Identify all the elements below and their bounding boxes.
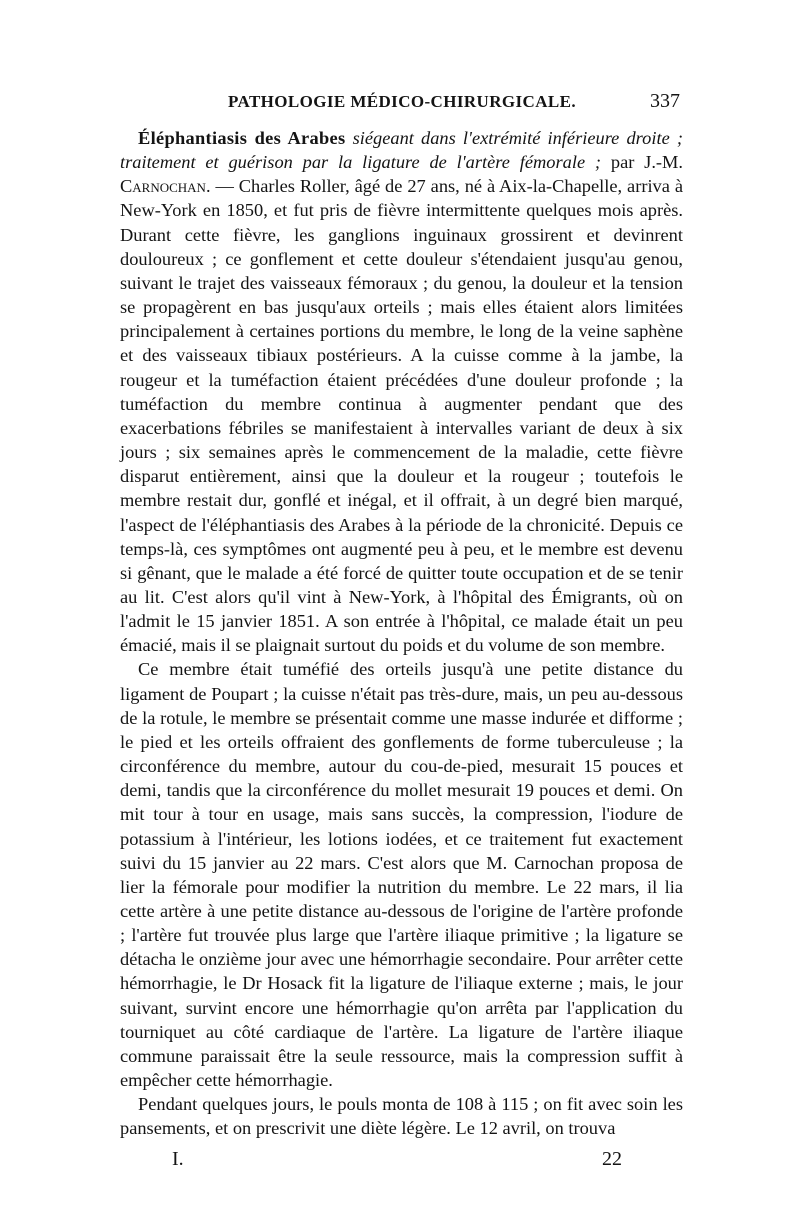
running-head: PATHOLOGIE MÉDICO-CHIRURGICALE. [228, 92, 577, 111]
paragraph-1 [120, 126, 683, 657]
paragraph-1-text: . — Charles Roller, âgé de 27 ans, né à Aix-la-Chapelle, arriva à New-York en 1850, et fut pris de fièvre intermittente quelques mois après. Durant cette fièvre, les ganglions inguinaux grossirent et devinrent douloureux ; ce gonflement et cette douleur s'étendaient jusqu'au genou, suivant le trajet des vaisseaux fémoraux ; du genou, la douleur et la tension se propagèrent en bas jusqu'aux orteils ; mais elles étaient alors limitées principalement à certaines portions du membre, le long de la veine saphène et des vaisseaux tibiaux postérieurs. A la cuisse comme à la jambe, la rougeur et la tuméfaction étaient précédées d'une douleur profonde ; la tuméfaction du membre continua à augmenter pendant que des exacerbations fébriles se manifestaient à intervalles variant de deux à six jours ; six semaines après le commencement de la maladie, cette fièvre disparut entièrement, ainsi que la douleur et la rougeur ; toutefois le membre restait dur, gonflé et inégal, et il offrait, à un degré bien marqué, l'aspect de l'éléphantiasis des Arabes à la période de la chronicité. Depuis ce temps-là, ces symptômes ont augmenté peu à peu, et le membre est devenu si gênant, que le malade a été forcé de quitter toute occupation et de se tenir au lit. C'est alors qu'il vint à New-York, à l'hôpital des Émigrants, où on l'admit le 15 janvier 1851. A son entrée à l'hôpital, ce malade était un peu émacié, mais il se plaignait surtout du poids et du volume de son membre. [120, 176, 683, 656]
article-title: Éléphantiasis des Arabes [138, 128, 346, 148]
article-subtitle: siégeant dans l'extrémité inférieure droite ; traitement et guérison par la ligature de l'artère fémorale ; [120, 128, 683, 173]
author-prefix: par J.-M. [601, 152, 683, 173]
signature-mark: I. [172, 1148, 184, 1170]
page-header [120, 92, 680, 122]
page-number: 337 [650, 90, 680, 112]
page-footer [172, 1148, 622, 1174]
paragraph-2: Ce membre était tuméfié des orteils jusqu'à une petite distance du ligament de Poupart ; la cuisse n'était pas très-dure, mais, un peu au-dessous de la rotule, le membre se présentait comme une masse indurée et difforme ; le pied et les orteils offraient des gonflements de forme tuberculeuse ; la circonférence du membre, autour du cou-de-pied, mesurait 15 pouces et demi, tandis que la circonférence du mollet mesurait 19 pouces et demi. On mit tour à tour en usage, mais sans succès, la compression, l'iodure de potassium à l'intérieur, les lotions iodées, et ce traitement fut exactement suivi du 15 janvier au 22 mars. C'est alors que M. Carnochan proposa de lier la fémorale pour modifier la nutrition du membre. Le 22 mars, il lia cette artère à une petite distance au-dessous de l'origine de l'artère profonde ; l'artère fut trouvée plus large que l'artère iliaque primitive ; la ligature se détacha le onzième jour avec une hémorrhagie secondaire. Pour arrêter cette hémorrhagie, le Dr Hosack fit la ligature de l'iliaque externe ; mais, le jour suivant, survint encore une hémorrhagie qu'on arrêta par l'application du tourniquet au côté cardiaque de l'artère. La ligature de l'artère iliaque commune paraissait être la seule ressource, mais la compression suffit à empêcher cette hémorrhagie. [120, 659, 683, 1091]
article-body [120, 126, 683, 1141]
author-name: Carnochan [120, 176, 206, 197]
paragraph-3: Pendant quelques jours, le pouls monta de 108 à 115 ; on fit avec soin les pansements, et on prescrivit une diète légère. Le 12 avril, on trouva [120, 1094, 683, 1139]
signature-number: 22 [602, 1148, 622, 1170]
